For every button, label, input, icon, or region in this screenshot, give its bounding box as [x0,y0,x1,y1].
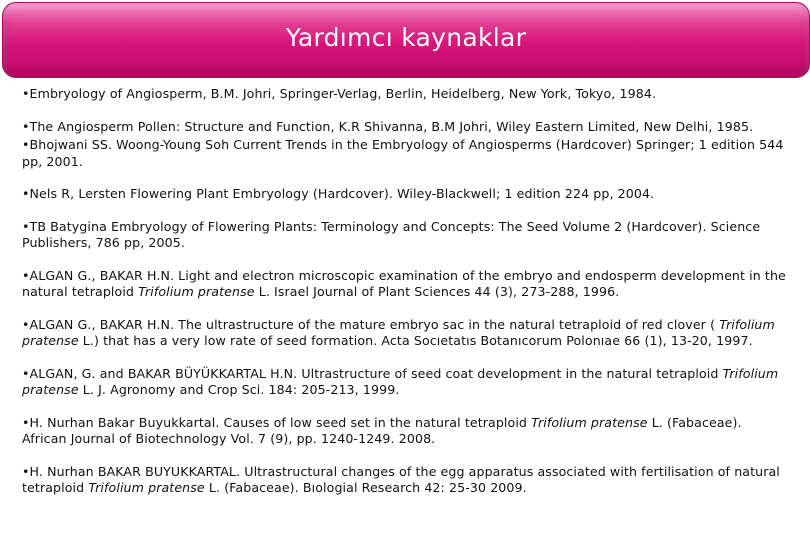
reference-list [22,86,786,497]
reference-item [22,186,786,203]
reference-text: L. J. Agronomy and Crop Sci. 184: 205-213, 1999. [78,382,400,397]
reference-item [22,219,786,252]
reference-item [22,137,786,170]
reference-text: •ALGAN G., BAKAR H.N. The ultrastructure of the mature embryo sac in the natural tetraploid of red clover ( [22,316,720,332]
reference-item [22,86,786,103]
species-name: Trifolium pratense [138,284,255,299]
reference-item [22,415,786,448]
reference-text: •The Angiosperm Pollen: Structure and Function, K.R Shivanna, B.M Johri, Wiley Eastern Limited, New Delhi, 1985. [22,118,754,134]
page-title: Yardımcı kaynaklar [285,23,527,52]
reference-text: •H. Nurhan BAKAR BUYUKKARTAL. Ultrastructural changes of the egg apparatus associated with fertilisation of natural tetraploid [22,463,780,495]
reference-text: •Bhojwani SS. Woong-Young Soh Current Trends in the Embryology of Angiosperms (Hardcover) Springer; 1 edition 544 pp, 2001. [22,137,784,169]
reference-item [22,268,786,301]
reference-item [22,317,786,350]
reference-text: L. Israel Journal of Plant Sciences 44 (3), 273-288, 1996. [254,284,620,299]
species-name: Trifolium pratense [22,316,775,348]
reference-text: •ALGAN G., BAKAR H.N. Light and electron microscopic examination of the embryo and endosperm development in the natural tetraploid [22,267,786,299]
reference-item [22,464,786,497]
reference-text: L.) that has a very low rate of seed formation. Acta Socıetatıs Botanıcorum Polonıae 66 (1), 13-20, 1997. [78,333,753,348]
species-name: Trifolium pratense [531,414,648,430]
reference-item [22,119,786,136]
reference-item [22,366,786,399]
reference-text: •ALGAN, G. and BAKAR BÜYÜKKARTAL H.N. Ultrastructure of seed coat development in the natural tetraploid [22,365,723,381]
species-name: Trifolium pratense [88,480,205,495]
reference-text: L. (Fabaceae). African Journal of Biotechnology Vol. 7 (9), pp. 1240-1249. 2008. [22,414,742,446]
reference-text: •Nels R, Lersten Flowering Plant Embryology (Hardcover). Wiley-Blackwell; 1 edition 224 pp, 2004. [22,186,655,201]
reference-text: •Embryology of Angiosperm, B.M. Johri, Springer-Verlag, Berlin, Heidelberg, New York, Tokyo, 1984. [22,86,657,101]
reference-text: •TB Batygina Embryology of Flowering Plants: Terminology and Concepts: The Seed Volume 2 (Hardcover). Science Publishers, 786 pp, 2005. [22,218,761,250]
reference-text: L. (Fabaceae). Bıologial Research 42: 25-30 2009. [204,480,527,495]
reference-text: •H. Nurhan Bakar Buyukkartal. Causes of low seed set in the natural tetraploid [22,414,532,430]
species-name: Trifolium pratense [22,365,779,397]
title-banner [2,2,810,78]
